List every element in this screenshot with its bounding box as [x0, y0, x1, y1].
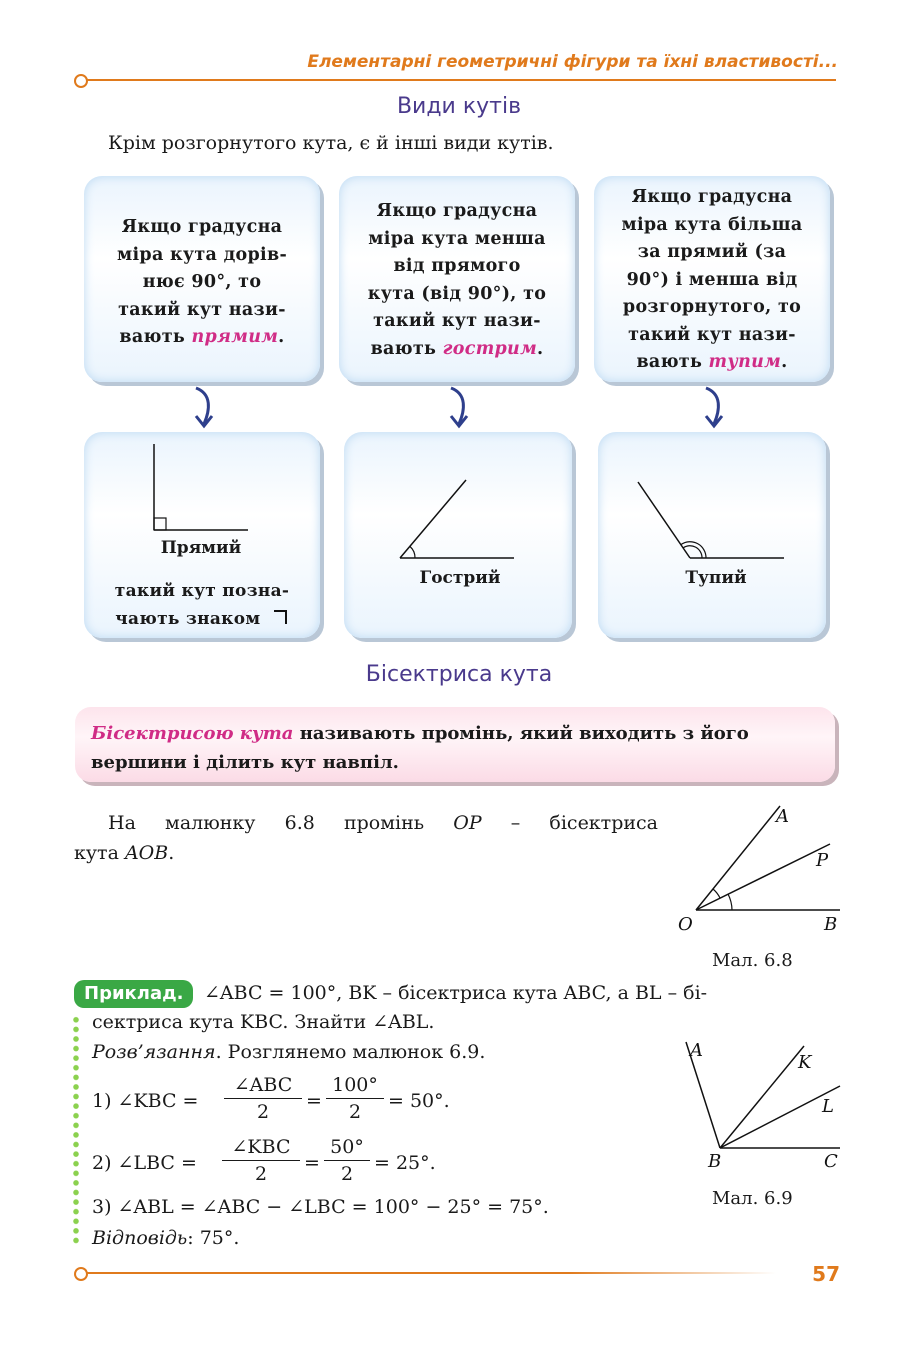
card-line: такий кут нази-: [118, 299, 286, 320]
text-part: На малюнку 6.8 промінь: [108, 812, 454, 834]
definition-rest: називають промінь, який виходить з його: [293, 723, 749, 744]
label-b: B: [824, 914, 838, 935]
card-text-suffix: .: [278, 327, 285, 347]
card-line: Якщо градусна: [631, 187, 793, 207]
card-obtuse-text: [594, 184, 830, 377]
fraction-numerator: 100°: [326, 1072, 384, 1099]
definition-line: вершини і ділить кут навпіл.: [91, 752, 399, 773]
fraction-denominator: 2: [348, 1101, 362, 1123]
footer-rule: [86, 1272, 776, 1274]
fraction-denominator: 2: [340, 1163, 354, 1185]
label-o: O: [678, 914, 693, 935]
card-line: [84, 324, 320, 352]
step1-fraction-2: [326, 1072, 384, 1125]
footer-rule-dot: [74, 1267, 88, 1281]
right-angle-sign-icon: [273, 609, 289, 625]
card-line: за прямий (за: [637, 242, 787, 262]
fraction-denominator: 2: [254, 1163, 268, 1185]
text-part: .: [168, 842, 175, 864]
label-a: A: [776, 806, 789, 827]
definition-term: Бісектрисою кута: [91, 723, 294, 744]
solution-intro: [92, 1037, 485, 1067]
figure-label-obtuse: Тупий: [685, 568, 747, 588]
card-line: від прямого: [393, 256, 521, 276]
caption-6-9: Мал. 6.9: [712, 1188, 793, 1209]
step2-eq: =: [304, 1152, 320, 1174]
step1-lhs: 1) ∠KBC =: [92, 1090, 199, 1112]
card-line: міра кута дорів-: [116, 244, 288, 265]
card-right-angle: [84, 176, 320, 382]
figure-6-9: [678, 1036, 850, 1176]
solution-rest: . Розглянемо малюнок 6.9.: [215, 1041, 486, 1063]
label-l: L: [822, 1096, 834, 1117]
section-title-angle-types: Види кутів: [396, 94, 522, 119]
label-k: K: [798, 1052, 812, 1073]
term-acute: гострим: [442, 338, 538, 359]
card-line: 90°) і менша від: [626, 269, 798, 290]
card-text-prefix: вають: [636, 352, 709, 372]
term-right: прямим: [191, 327, 279, 347]
header-rule: [86, 79, 836, 81]
example-badge: Приклад.: [74, 980, 193, 1008]
card-right-text: [84, 214, 320, 352]
figure-label-right: Прямий: [160, 538, 242, 558]
answer-value: : 75°.: [187, 1227, 240, 1249]
right-angle-figure: [84, 432, 320, 552]
answer-label: Відповідь: [92, 1227, 188, 1249]
card-text-suffix: .: [781, 352, 788, 372]
figure-label-acute: Гострий: [419, 568, 501, 588]
solution-label: Розв’язання: [92, 1041, 216, 1063]
label-b: B: [708, 1151, 722, 1172]
caption-6-8: Мал. 6.8: [712, 950, 793, 971]
card-line: розгорнутого, то: [622, 297, 802, 317]
fraction-numerator: ∠ABC: [224, 1072, 302, 1099]
card-acute-angle: [339, 176, 575, 382]
arrow-down-icon: [190, 384, 220, 430]
right-note: [84, 578, 320, 633]
text-line: [74, 838, 658, 868]
fraction-numerator: 50°: [324, 1134, 370, 1161]
term-obtuse: тупим: [708, 352, 782, 372]
page-number: 57: [812, 1262, 840, 1286]
text-part: кута: [74, 842, 125, 864]
step1-rhs: = 50°.: [388, 1090, 450, 1112]
example-line-2: сектриса кута KBC. Знайти ∠ABL.: [92, 1011, 435, 1033]
acute-angle-figure: [344, 432, 572, 572]
card-obtuse-angle: [594, 176, 830, 382]
step2-fraction-1: [222, 1134, 300, 1187]
figure-6-8: [672, 798, 852, 944]
fraction-numerator: ∠KBC: [222, 1134, 300, 1161]
fraction-denominator: 2: [256, 1101, 270, 1123]
label-a: A: [690, 1040, 703, 1061]
figure-card-obtuse: [598, 432, 826, 638]
bisector-example-text: [74, 808, 658, 868]
figure-card-acute: [344, 432, 572, 638]
card-acute-text: [339, 198, 575, 363]
card-line: [339, 336, 575, 364]
note-line: [84, 606, 320, 634]
note-text: чають знаком: [115, 608, 261, 629]
step2-rhs: = 25°.: [374, 1152, 436, 1174]
card-line: Якщо градусна: [376, 201, 538, 221]
definition-line: [91, 719, 823, 748]
card-text-prefix: вають: [370, 338, 443, 359]
step1-fraction-1: [224, 1072, 302, 1125]
answer: [92, 1223, 239, 1253]
intro-text: Крім розгорнутого кута, є й інші види кутів.: [108, 132, 554, 154]
card-line: [594, 349, 830, 377]
angle-aob: AOB: [124, 842, 169, 864]
figure-card-right: [84, 432, 320, 638]
obtuse-angle-figure: [598, 432, 826, 572]
card-line: такий кут нази-: [628, 324, 796, 345]
card-line: нює 90°, то: [142, 272, 262, 292]
card-line: Якщо градусна: [121, 217, 283, 237]
header-rule-dot: [74, 74, 88, 88]
step2-lhs: 2) ∠LBC =: [92, 1152, 197, 1174]
label-c: C: [824, 1151, 838, 1172]
text-line: [74, 808, 658, 838]
ray-op: OP: [453, 812, 482, 834]
arrow-down-icon: [445, 384, 475, 430]
running-header: Елементарні геометричні фігури та їхні властивості...: [307, 52, 838, 72]
section-title-bisector: Бісектриса кута: [365, 662, 553, 687]
card-text-suffix: .: [537, 338, 544, 359]
text-part: – бісектриса: [481, 812, 658, 834]
arrow-down-icon: [700, 384, 730, 430]
card-line: кута (від 90°), то: [367, 283, 547, 304]
label-p: P: [816, 850, 829, 871]
card-line: міра кута більша: [621, 214, 803, 235]
card-line: міра кута менша: [368, 228, 546, 249]
step3: 3) ∠ABL = ∠ABC − ∠LBC = 100° − 25° = 75°.: [92, 1196, 549, 1218]
definition-text: [91, 719, 823, 777]
step2-fraction-2: [324, 1134, 370, 1187]
card-line: такий кут нази-: [373, 311, 541, 331]
definition-box: [75, 707, 835, 782]
note-line: такий кут позна-: [114, 581, 290, 601]
card-text-prefix: вають: [119, 327, 192, 347]
example-line-1: ∠ABC = 100°, BK – бісектриса кута ABC, а BL – бі-: [204, 982, 708, 1004]
dotted-margin: [73, 1015, 79, 1247]
step1-eq: =: [306, 1090, 322, 1112]
